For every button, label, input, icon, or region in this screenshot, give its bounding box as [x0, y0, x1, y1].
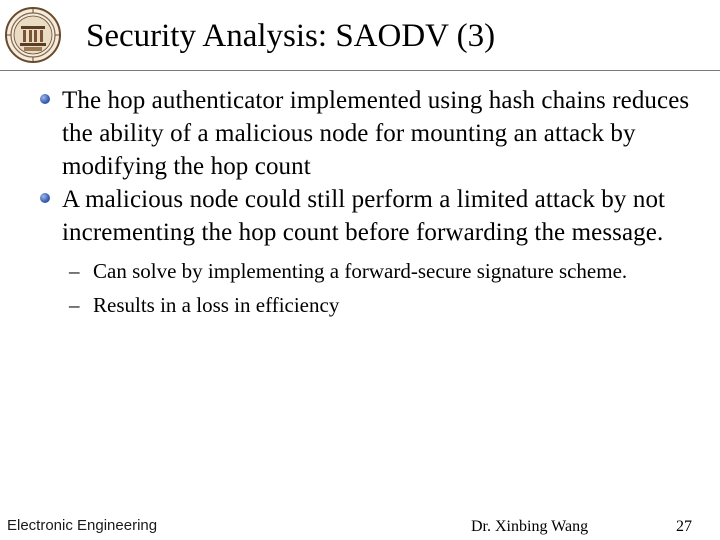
- sub-bullet-item: [40, 257, 700, 285]
- university-seal-icon: [4, 6, 62, 64]
- title-divider: [0, 70, 720, 71]
- sub-bullet-item: [40, 291, 700, 319]
- dash-marker: –: [69, 293, 80, 317]
- slide-body: [40, 84, 700, 319]
- sub-bullet-text: Results in a loss in efficiency: [93, 293, 340, 317]
- bullet-dot-icon: [40, 94, 50, 104]
- footer-author: Dr. Xinbing Wang: [471, 518, 589, 535]
- bullet-text: The hop authenticator implemented using hash chains reduces the ability of a malicious node for mounting an attack by modifying the hop count: [62, 87, 690, 180]
- footer-department: Electronic Engineering: [7, 517, 158, 534]
- bullet-item: [40, 183, 700, 249]
- bullet-text: A malicious node could still perform a limited attack by not incrementing the hop count before forwarding the message.: [62, 186, 666, 246]
- bullet-item: [40, 84, 700, 183]
- sub-bullet-text: Can solve by implementing a forward-secure signature scheme.: [93, 259, 628, 283]
- sub-bullet-list: [40, 257, 700, 319]
- page-number: 27: [676, 518, 692, 535]
- dash-marker: –: [69, 259, 80, 283]
- slide-title: Security Analysis: SAODV (3): [86, 18, 496, 54]
- bullet-dot-icon: [40, 193, 50, 203]
